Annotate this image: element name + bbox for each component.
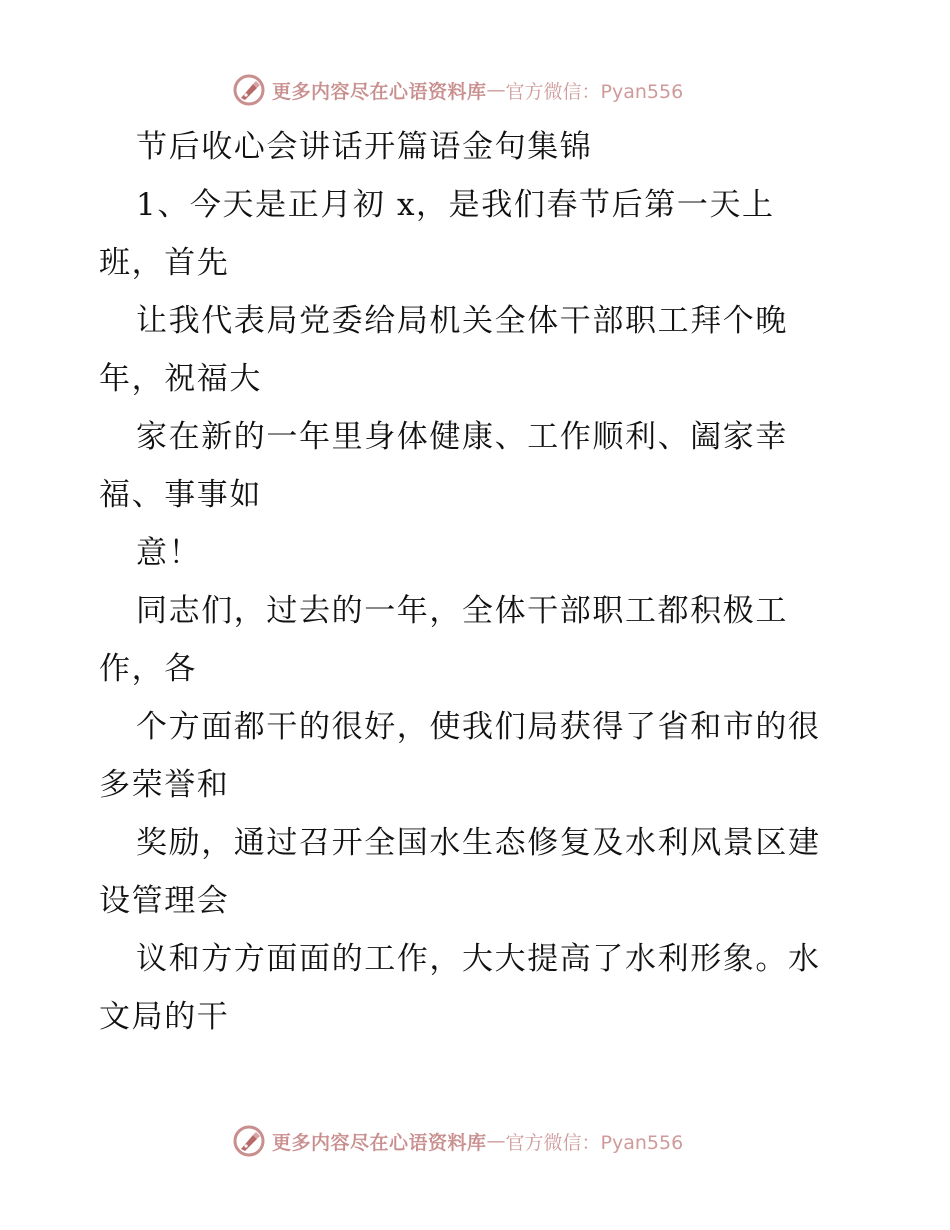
paragraph-line: 让我代表局党委给局机关全体干部职工拜个晚 [136,303,788,339]
paragraph-line: 作，各 [99,651,197,687]
fountain-pen-logo-icon [232,73,266,107]
paragraph-line: 文局的干 [99,999,230,1035]
footer-watermark-text: 更多内容尽在心语资料库 [272,1131,487,1154]
paragraph-line: 意！ [136,535,202,571]
header-watermark-wechat: 官方微信：Pyan556 [505,80,684,103]
header-watermark-dash: — [486,79,506,101]
paragraph-line: 议和方方面面的工作，大大提高了水利形象。水 [136,941,821,977]
footer-watermark [232,1121,683,1161]
paragraph-line: 设管理会 [99,883,230,919]
header-watermark [232,70,683,110]
paragraph-line: 个方面都干的很好，使我们局获得了省和市的很 [136,709,821,745]
paragraph-line: 同志们，过去的一年，全体干部职工都积极工 [136,593,788,629]
paragraph-line: 班，首先 [99,245,230,281]
document-title: 节后收心会讲话开篇语金句集锦 [136,129,593,165]
footer-watermark-wechat: 官方微信：Pyan556 [505,1131,684,1154]
fountain-pen-logo-icon [232,1124,266,1158]
paragraph-line: 多荣誉和 [99,767,230,803]
footer-watermark-dash: — [486,1130,506,1152]
header-watermark-text: 更多内容尽在心语资料库 [272,80,487,103]
paragraph-line: 家在新的一年里身体健康、工作顺利、阖家幸 [136,419,788,455]
paragraph-line: 年，祝福大 [99,361,262,397]
paragraph-line: 奖励，通过召开全国水生态修复及水利风景区建 [136,825,821,861]
paragraph-line: 1、今天是正月初 x，是我们春节后第一天上 [136,187,775,223]
paragraph-line: 福、事事如 [99,477,262,513]
